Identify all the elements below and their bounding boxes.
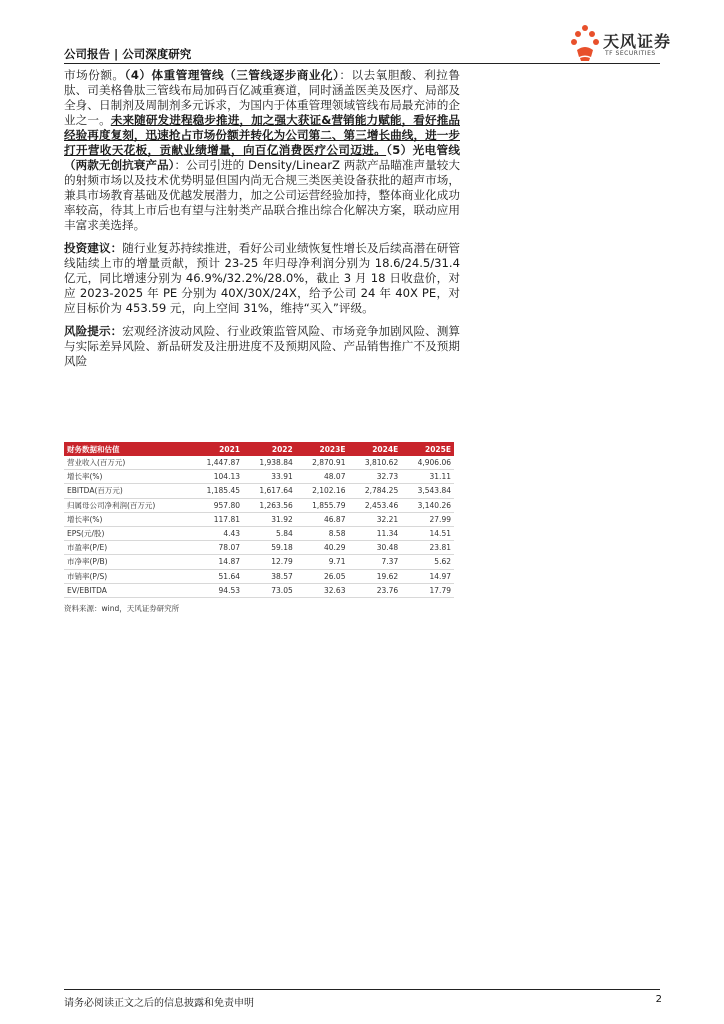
table-cell: 2,870.91 xyxy=(296,456,349,470)
weight-management-heading: （4）体重管理管线（三管线逐步商业化） xyxy=(124,68,340,82)
report-body xyxy=(64,68,460,377)
table-cell: 23.81 xyxy=(401,541,454,555)
table-cell: 32.21 xyxy=(348,512,401,526)
logo-english-text: TF SECURITIES xyxy=(605,50,656,57)
table-row xyxy=(64,484,454,498)
risk-paragraph xyxy=(64,324,460,369)
table-cell: 59.18 xyxy=(243,541,296,555)
table-cell: 14.87 xyxy=(190,555,243,569)
table-header-cell: 2024E xyxy=(348,442,401,456)
table-header-row xyxy=(64,442,454,456)
table-cell: 4.43 xyxy=(190,526,243,540)
table-row xyxy=(64,512,454,526)
table-header-cell: 财务数据和估值 xyxy=(64,442,190,456)
table-cell: 4,906.06 xyxy=(401,456,454,470)
table-cell: 7.37 xyxy=(348,555,401,569)
table-cell: 32.73 xyxy=(348,470,401,484)
pipeline-paragraph xyxy=(64,68,460,233)
table-cell: 94.53 xyxy=(190,583,243,597)
table-row xyxy=(64,555,454,569)
table-cell: 1,617.64 xyxy=(243,484,296,498)
tf-securities-logo xyxy=(569,24,679,64)
row-label: EBITDA(百万元) xyxy=(64,484,190,498)
table-row xyxy=(64,569,454,583)
table-cell: 48.07 xyxy=(296,470,349,484)
table-cell: 1,938.84 xyxy=(243,456,296,470)
table-cell: 23.76 xyxy=(348,583,401,597)
header-divider xyxy=(64,63,660,64)
table-cell: 14.97 xyxy=(401,569,454,583)
table-cell: 30.48 xyxy=(348,541,401,555)
table-cell: 9.71 xyxy=(296,555,349,569)
table-cell: 3,543.84 xyxy=(401,484,454,498)
row-label: 增长率(%) xyxy=(64,470,190,484)
table-cell: 46.87 xyxy=(296,512,349,526)
table-cell: 78.07 xyxy=(190,541,243,555)
footer-disclaimer: 请务必阅读正文之后的信息披露和免责申明 xyxy=(64,998,254,1009)
table-cell: 33.91 xyxy=(243,470,296,484)
table-cell: 957.80 xyxy=(190,498,243,512)
table-row xyxy=(64,456,454,470)
table-cell: 31.92 xyxy=(243,512,296,526)
logo-chinese-text: 天风证券 xyxy=(603,32,672,51)
table-cell: 3,810.62 xyxy=(348,456,401,470)
investment-advice-text: 随行业复苏持续推进，看好公司业绩恢复性增长及后续高潜在研管线陆续上市的增量贡献，预计 23-25 年归母净利润分别为 18.6/24.5/31.4 亿元，同比增速分别为 46.9%/32.2%/28.0%，截止 3 月 18 日收盘价，对应 2023-2025 年 PE 分别为 40X/30X/24X，给予公司 24 年 40X PE，对应目标价为 453.59 元，向上空间 31%，维持“买入”评级。 xyxy=(64,241,460,315)
row-label: 市销率(P/S) xyxy=(64,569,190,583)
table-cell: 2,784.25 xyxy=(348,484,401,498)
table-cell: 38.57 xyxy=(243,569,296,583)
table-row xyxy=(64,498,454,512)
text-run: ：以去氧胆酸、利拉鲁肽、司美格鲁肽三管线布局加码百亿减重赛道，同时涵盖医美及医疗、局部及全身、日制剂及周制剂多元诉求，为国内于体重管理领域管线布局最充沛的企业之一。 xyxy=(64,68,460,127)
row-label: EPS(元/股) xyxy=(64,526,190,540)
table-header-cell: 2021 xyxy=(190,442,243,456)
table-cell: 26.05 xyxy=(296,569,349,583)
table-cell: 27.99 xyxy=(401,512,454,526)
table-cell: 32.63 xyxy=(296,583,349,597)
table-cell: 17.79 xyxy=(401,583,454,597)
table-header-cell: 2022 xyxy=(243,442,296,456)
highlighted-text: 未来随研发进程稳步推进，加之强大获证&营销能力赋能，看好推品经验再度复刻，迅速抢占市场份额并转化为公司第二、第三增长曲线，进一步打开营收天花板，贡献业绩增量，向百亿消费医疗公司迈进。 xyxy=(64,113,460,157)
table-cell: 3,140.26 xyxy=(401,498,454,512)
footer-divider xyxy=(64,989,660,990)
page-number: 2 xyxy=(655,994,662,1005)
table-row xyxy=(64,583,454,597)
table-cell: 5.84 xyxy=(243,526,296,540)
risk-label: 风险提示： xyxy=(64,324,123,338)
row-label: 市净率(P/B) xyxy=(64,555,190,569)
investment-advice-label: 投资建议： xyxy=(64,241,123,255)
financial-data-table xyxy=(64,442,454,598)
table-cell: 1,447.87 xyxy=(190,456,243,470)
report-category: 公司报告 | 公司深度研究 xyxy=(64,47,192,61)
table-cell: 12.79 xyxy=(243,555,296,569)
table-row xyxy=(64,526,454,540)
row-label: 市盈率(P/E) xyxy=(64,541,190,555)
table-source-note: 资料来源：wind，天风证券研究所 xyxy=(64,603,180,613)
risk-text: 宏观经济波动风险、行业政策监管风险、市场竞争加剧风险、测算与实际差异风险、新品研发及注册进度不及预期风险、产品销售推广不及预期风险 xyxy=(64,324,460,368)
table-cell: 8.58 xyxy=(296,526,349,540)
table-row xyxy=(64,470,454,484)
table-row xyxy=(64,541,454,555)
text-run: ：公司引进的 Density/LinearZ 两款产品瞄准声量较大的射频市场以及技术优势明显但国内尚无合规三类医美设备获批的超声市场，兼具市场教育基础及优越发展潜力，加之公司运营经验加持，整体商业化成功率较高，待其上市后也有望与注射类产品联合推出综合化解决方案，联动应用丰富求美选择。 xyxy=(64,158,460,232)
text-run: 市场份额。 xyxy=(64,68,125,82)
financial-table-section xyxy=(64,442,454,614)
table-cell: 5.62 xyxy=(401,555,454,569)
table-cell: 2,102.16 xyxy=(296,484,349,498)
table-cell: 2,453.46 xyxy=(348,498,401,512)
table-cell: 19.62 xyxy=(348,569,401,583)
table-cell: 14.51 xyxy=(401,526,454,540)
table-cell: 31.11 xyxy=(401,470,454,484)
table-cell: 1,185.45 xyxy=(190,484,243,498)
table-cell: 40.29 xyxy=(296,541,349,555)
table-cell: 117.81 xyxy=(190,512,243,526)
row-label: EV/EBITDA xyxy=(64,583,190,597)
row-label: 归属母公司净利润(百万元) xyxy=(64,498,190,512)
table-cell: 51.64 xyxy=(190,569,243,583)
row-label: 营业收入(百万元) xyxy=(64,456,190,470)
table-cell: 11.34 xyxy=(348,526,401,540)
table-cell: 1,855.79 xyxy=(296,498,349,512)
table-cell: 73.05 xyxy=(243,583,296,597)
logo-mark-icon xyxy=(569,24,601,62)
table-cell: 104.13 xyxy=(190,470,243,484)
table-header-cell: 2023E xyxy=(296,442,349,456)
photoelectric-heading: （5）光电管线（两款无创抗衰产品） xyxy=(64,143,460,172)
table-header-cell: 2025E xyxy=(401,442,454,456)
row-label: 增长率(%) xyxy=(64,512,190,526)
table-cell: 1,263.56 xyxy=(243,498,296,512)
investment-advice-paragraph xyxy=(64,241,460,316)
